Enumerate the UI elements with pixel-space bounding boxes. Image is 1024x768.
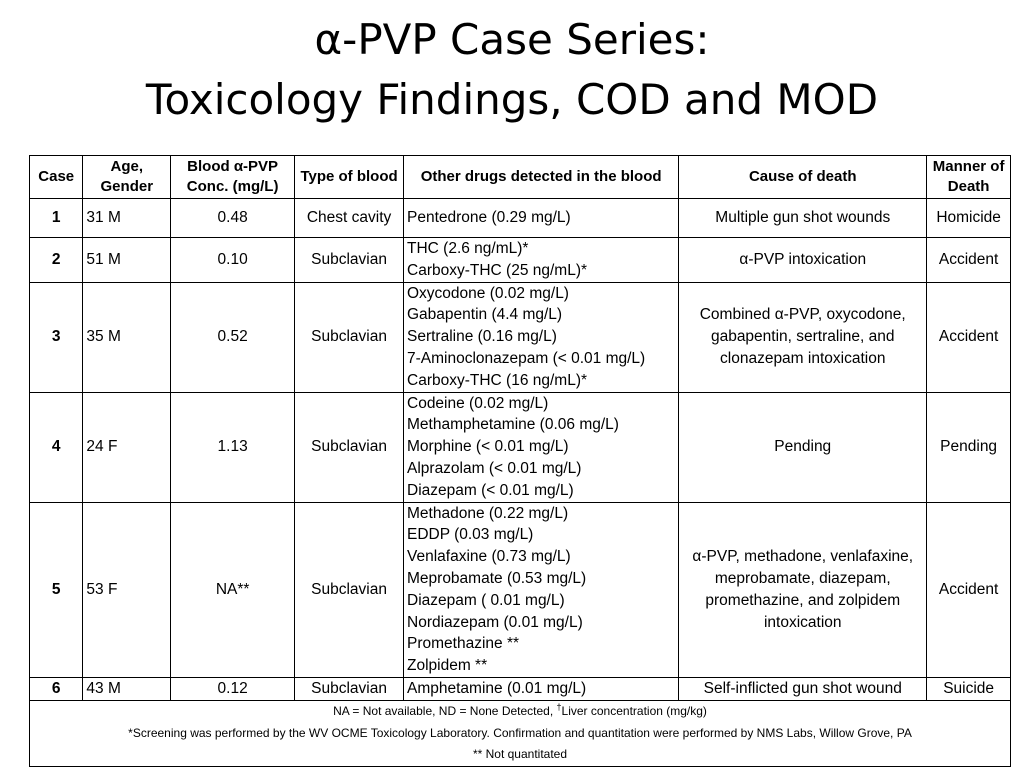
blood-conc: NA** bbox=[171, 502, 295, 677]
drug-item: Zolpidem ** bbox=[407, 657, 488, 675]
case-number: 2 bbox=[30, 238, 83, 283]
other-drugs bbox=[404, 392, 679, 502]
dagger-symbol: † bbox=[556, 701, 562, 712]
case-number: 3 bbox=[30, 282, 83, 392]
footnote-not-quantitated: ** Not quantitated bbox=[472, 747, 568, 762]
blood-type: Subclavian bbox=[295, 238, 404, 283]
drug-item: Morphine (< 0.01 mg/L) bbox=[407, 438, 569, 456]
header-manner-of-death: Manner of Death bbox=[927, 156, 1011, 199]
blood-conc: 1.13 bbox=[171, 392, 295, 502]
drug-item: THC (2.6 ng/mL)* bbox=[407, 240, 529, 257]
footnote-row bbox=[30, 700, 1011, 766]
blood-type: Subclavian bbox=[295, 502, 404, 677]
title-line-2: Toxicology Findings, COD and MOD bbox=[145, 75, 879, 124]
cause-of-death: α-PVP intoxication bbox=[679, 238, 927, 283]
drug-item: Gabapentin (4.4 mg/L) bbox=[407, 306, 563, 324]
footnote-abbreviations bbox=[33, 701, 1007, 723]
cause-of-death: Multiple gun shot wounds bbox=[679, 199, 927, 238]
header-blood-type: Type of blood bbox=[295, 156, 404, 199]
footnote-abbrev-text: NA = Not available, ND = None Detected, bbox=[333, 703, 557, 718]
age-gender: 43 M bbox=[83, 677, 171, 700]
cause-of-death: Pending bbox=[679, 392, 927, 502]
footnotes bbox=[30, 700, 1011, 766]
other-drugs bbox=[404, 282, 679, 392]
header-row bbox=[30, 156, 1011, 199]
drug-item: Pentedrone (0.29 mg/L) bbox=[407, 209, 571, 227]
header-age-gender: Age, Gender bbox=[83, 156, 171, 199]
drug-item: Codeine (0.02 mg/L) bbox=[407, 394, 549, 412]
drug-item: Diazepam (< 0.01 mg/L) bbox=[407, 481, 574, 499]
table-row bbox=[30, 282, 1011, 392]
table-row bbox=[30, 238, 1011, 283]
table-row bbox=[30, 392, 1011, 502]
drug-item: Venlafaxine (0.73 mg/L) bbox=[407, 548, 571, 566]
blood-conc: 0.10 bbox=[171, 238, 295, 283]
footnote-liver-text: Liver concentration (mg/kg) bbox=[561, 703, 707, 718]
title-line-1: α-PVP Case Series: bbox=[314, 15, 710, 64]
header-case: Case bbox=[30, 156, 83, 199]
cause-of-death: Combined α-PVP, oxycodone, gabapentin, sertraline, and clonazepam intoxication bbox=[679, 282, 927, 392]
case-number: 1 bbox=[30, 199, 83, 238]
other-drugs bbox=[404, 199, 679, 238]
age-gender: 31 M bbox=[83, 199, 171, 238]
header-blood-conc: Blood α-PVP Conc. (mg/L) bbox=[171, 156, 295, 199]
header-cause-of-death: Cause of death bbox=[679, 156, 927, 199]
cause-of-death: Self-inflicted gun shot wound bbox=[679, 677, 927, 700]
toxicology-table bbox=[29, 155, 1011, 767]
drug-item: EDDP (0.03 mg/L) bbox=[407, 526, 534, 544]
case-number: 5 bbox=[30, 502, 83, 677]
footnote-screening: *Screening was performed by the WV OCME Toxicology Laboratory. Confirmation and quantitation were performed by NMS Labs, Willow Grove, PA bbox=[128, 725, 912, 740]
blood-type: Subclavian bbox=[295, 392, 404, 502]
cause-of-death: α-PVP, methadone, venlafaxine, meprobamate, diazepam, promethazine, and zolpidem intoxication bbox=[679, 502, 927, 677]
drug-item: Diazepam ( 0.01 mg/L) bbox=[407, 591, 565, 609]
manner-of-death: Suicide bbox=[927, 677, 1011, 700]
other-drugs bbox=[404, 502, 679, 677]
manner-of-death: Accident bbox=[927, 238, 1011, 283]
age-gender: 51 M bbox=[83, 238, 171, 283]
drug-item: Carboxy-THC (25 ng/mL)* bbox=[407, 261, 588, 279]
blood-conc: 0.48 bbox=[171, 199, 295, 238]
table-row bbox=[30, 199, 1011, 238]
table-row bbox=[30, 677, 1011, 700]
blood-conc: 0.52 bbox=[171, 282, 295, 392]
manner-of-death: Accident bbox=[927, 502, 1011, 677]
blood-conc: 0.12 bbox=[171, 677, 295, 700]
slide-title bbox=[0, 10, 1024, 130]
drug-item: Carboxy-THC (16 ng/mL)* bbox=[407, 371, 588, 389]
drug-item: Promethazine ** bbox=[407, 635, 520, 653]
drug-item: Oxycodone (0.02 mg/L) bbox=[407, 284, 569, 302]
drug-item: Nordiazepam (0.01 mg/L) bbox=[407, 613, 583, 631]
case-number: 4 bbox=[30, 392, 83, 502]
blood-type: Subclavian bbox=[295, 677, 404, 700]
age-gender: 35 M bbox=[83, 282, 171, 392]
drug-item: 7-Aminoclonazepam (< 0.01 mg/L) bbox=[407, 349, 646, 367]
drug-item: Alprazolam (< 0.01 mg/L) bbox=[407, 459, 582, 477]
manner-of-death: Accident bbox=[927, 282, 1011, 392]
blood-type: Chest cavity bbox=[295, 199, 404, 238]
table-row bbox=[30, 502, 1011, 677]
manner-of-death: Homicide bbox=[927, 199, 1011, 238]
age-gender: 24 F bbox=[83, 392, 171, 502]
drug-item: Meprobamate (0.53 mg/L) bbox=[407, 569, 587, 587]
drug-item: Sertraline (0.16 mg/L) bbox=[407, 328, 557, 346]
drug-item: Amphetamine (0.01 mg/L) bbox=[407, 679, 587, 697]
case-number: 6 bbox=[30, 677, 83, 700]
manner-of-death: Pending bbox=[927, 392, 1011, 502]
header-other-drugs: Other drugs detected in the blood bbox=[404, 156, 679, 199]
drug-item: Methamphetamine (0.06 mg/L) bbox=[407, 416, 619, 434]
other-drugs bbox=[404, 677, 679, 700]
other-drugs bbox=[404, 238, 679, 283]
drug-item: Methadone (0.22 mg/L) bbox=[407, 504, 569, 522]
blood-type: Subclavian bbox=[295, 282, 404, 392]
age-gender: 53 F bbox=[83, 502, 171, 677]
